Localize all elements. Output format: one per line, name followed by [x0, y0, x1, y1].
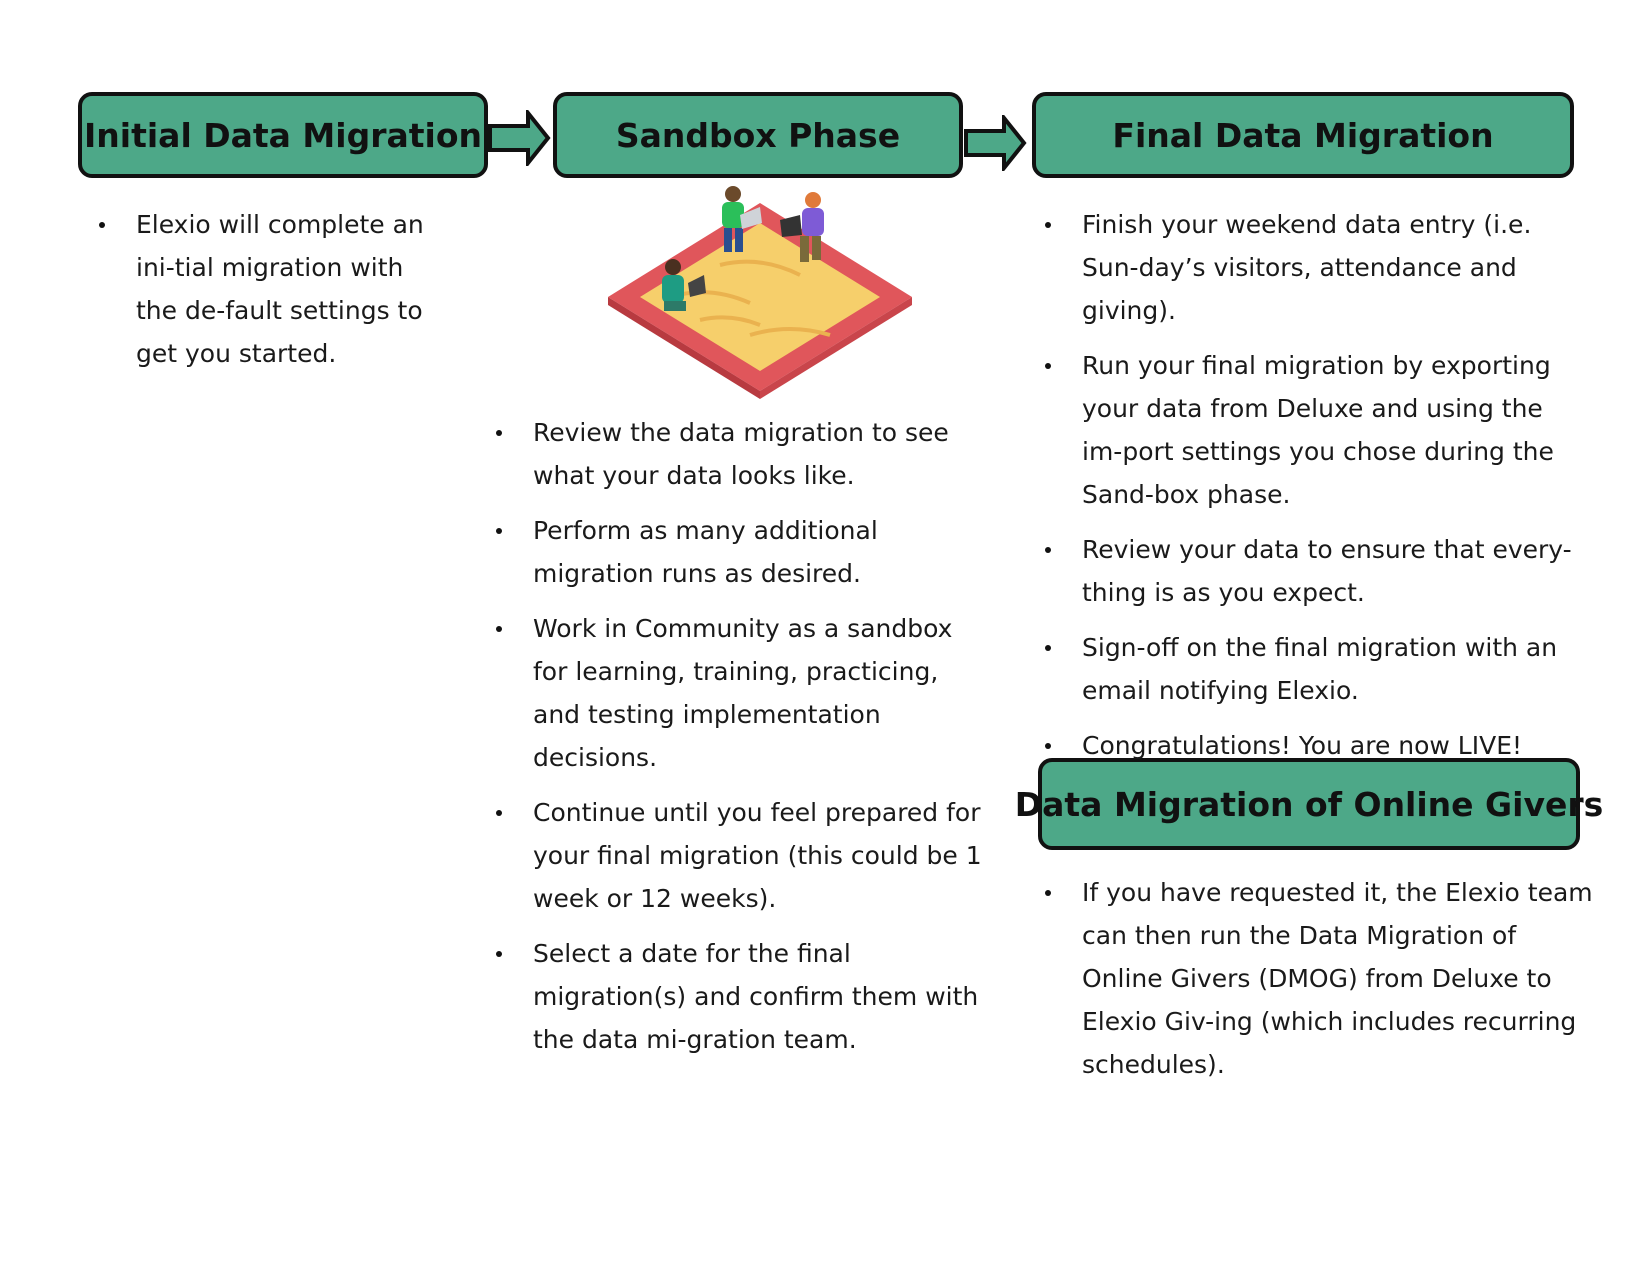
list-item: Perform as many additional migration runs as desired. [493, 509, 993, 595]
final-migration-box [1032, 92, 1574, 178]
initial-migration-box [78, 92, 488, 178]
list-item: Sign-off on the final migration with an email notifying Elexio. [1042, 626, 1582, 712]
arrow-right-icon [964, 115, 1028, 171]
sandbox-illustration [600, 185, 920, 405]
list-item: If you have requested it, the Elexio team can then run the Data Migration of Online Givers (DMOG) from Deluxe to Elexio Giv-ing (which includes recurring schedules). [1042, 871, 1602, 1086]
final-migration-title: Final Data Migration [1112, 115, 1494, 155]
online-givers-list [1042, 871, 1602, 1098]
list-item: Review the data migration to see what your data looks like. [493, 411, 993, 497]
list-item: Elexio will complete an ini-tial migration with the de-fault settings to get you started. [96, 203, 446, 375]
list-item: Congratulations! You are now LIVE! [1042, 724, 1582, 767]
arrow-right-icon [488, 110, 552, 166]
list-item: Work in Community as a sandbox for learning, training, practicing, and testing implementation decisions. [493, 607, 993, 779]
online-givers-title: Data Migration of Online Givers [1014, 784, 1604, 824]
sandbox-phase-box [553, 92, 963, 178]
list-item: Continue until you feel prepared for your final migration (this could be 1 week or 12 weeks). [493, 791, 993, 920]
list-item: Run your final migration by exporting your data from Deluxe and using the im-port settings you chose during the Sand-box phase. [1042, 344, 1582, 516]
initial-migration-title: Initial Data Migration [84, 115, 482, 155]
initial-migration-list [96, 203, 446, 387]
list-item: Finish your weekend data entry (i.e. Sun-day’s visitors, attendance and giving). [1042, 203, 1582, 332]
list-item: Review your data to ensure that every-thing is as you expect. [1042, 528, 1582, 614]
sandbox-phase-list [493, 411, 993, 1073]
sandbox-phase-title: Sandbox Phase [615, 115, 901, 155]
list-item: Select a date for the final migration(s) and confirm them with the data mi-gration team. [493, 932, 993, 1061]
final-migration-list [1042, 203, 1582, 779]
